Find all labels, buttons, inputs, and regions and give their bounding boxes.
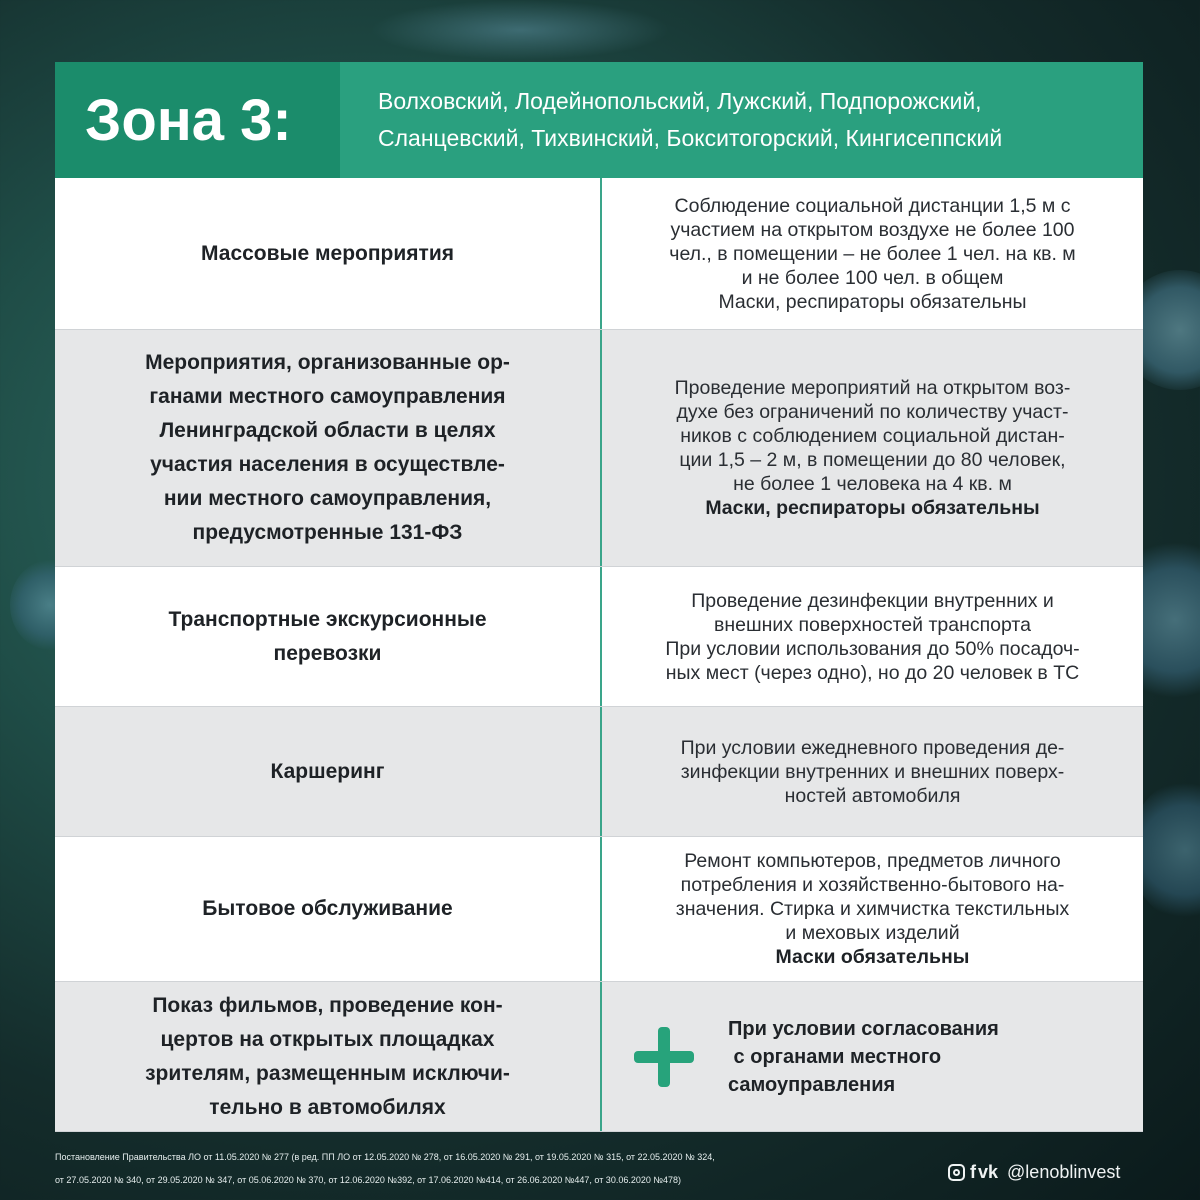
condition-text [728, 1015, 999, 1099]
activity-cell [55, 837, 600, 981]
requirements-cell [600, 567, 1143, 706]
activity-cell [55, 330, 600, 566]
requirement-line: При условии ежедневного проведения де- [680, 736, 1065, 759]
requirement-line: При условии использования до 50% посадоч- [665, 637, 1080, 660]
activity-line: Каршеринг [270, 759, 385, 783]
requirement-line: Проведение мероприятий на открытом воз- [674, 377, 1071, 399]
instagram-icon[interactable] [948, 1164, 965, 1181]
zone-header [55, 62, 1143, 178]
activity-line: цертов на открытых площадках [160, 1027, 495, 1051]
requirement-line: и не более 100 чел. в общем [741, 266, 1004, 289]
requirement-line: Проведение дезинфекции внутренних и [691, 589, 1054, 612]
activity-line: зрителям, размещенным исключи- [145, 1061, 510, 1085]
requirement-line: ции 1,5 – 2 м, в помещении до 80 человек, [679, 449, 1066, 471]
condition-line: с органами местного [728, 1045, 942, 1068]
condition-cell [600, 982, 1143, 1131]
requirement-line: духе без ограничений по количеству участ- [676, 401, 1069, 423]
rules-table [55, 178, 1143, 982]
social-handle[interactable]: @lenoblinvest [1007, 1162, 1121, 1182]
requirement-line: ностей автомобиля [784, 784, 961, 807]
table-row [55, 837, 1143, 982]
activity-line: Мероприятия, организованные ор- [145, 351, 510, 374]
condition-line: При условии согласования [728, 1017, 999, 1040]
activity-line: участия населения в осуществле- [150, 453, 505, 476]
requirement-line: значения. Стирка и химчистка текстильных [675, 898, 1070, 920]
requirement-line: не более 1 человека на 4 кв. м [733, 473, 1012, 495]
activity-line: Ленинградской области в целях [159, 419, 496, 442]
requirements-cell [600, 707, 1143, 836]
activity-line: ганами местного самоуправления [149, 385, 506, 408]
activity-line: тельно в автомобилях [209, 1095, 446, 1119]
requirements-cell [600, 178, 1143, 329]
activity-line: перевозки [273, 641, 382, 665]
footer-note [55, 1146, 915, 1192]
activity-cell [55, 567, 600, 706]
requirement-line: внешних поверхностей транспорта [714, 613, 1031, 636]
activity-cell [55, 178, 600, 329]
table-row [55, 330, 1143, 567]
social-links [948, 1162, 1120, 1183]
vk-icon[interactable]: vk [978, 1162, 999, 1182]
districts-list [340, 62, 1143, 178]
activity-cell [55, 707, 600, 836]
facebook-icon[interactable]: f [970, 1162, 976, 1182]
activity-line: предусмотренные 131-ФЗ [192, 521, 463, 544]
requirement-line: ников с соблюдением социальной дистан- [680, 425, 1065, 447]
activity-line: Массовые мероприятия [201, 241, 454, 265]
requirement-line: потребления и хозяйственно-бытового на- [680, 874, 1065, 896]
requirement-line: Маски, респираторы обязательны [718, 290, 1027, 313]
condition-line: самоуправления [728, 1073, 896, 1096]
footer-note-line: Постановление Правительства ЛО от 11.05.2020 № 277 (в ред. ПП ЛО от 12.05.2020 № 278, от 16.05.2020 № 291, от 19.05.2020 № 315, от 22.05.2020 № 324, [55, 1152, 715, 1162]
activity-line: Бытовое обслуживание [202, 897, 453, 920]
activity-line: нии местного самоуправления, [163, 487, 492, 510]
requirements-cell [600, 330, 1143, 566]
requirement-line: участием на открытом воздухе не более 100 [670, 218, 1075, 241]
requirement-line: и меховых изделий [785, 922, 960, 944]
footer-note-line: от 27.05.2020 № 340, от 29.05.2020 № 347, от 05.06.2020 № 370, от 12.06.2020 №392, от 17.06.2020 №414, от 26.06.2020 №447, от 30.06.2020 №478) [55, 1175, 682, 1185]
requirement-line: чел., в помещении – не более 1 чел. на кв. м [669, 242, 1076, 265]
requirement-line: Маски, респираторы обязательны [705, 497, 1040, 519]
zone-card [55, 62, 1143, 1132]
requirement-line: зинфекции внутренних и внешних поверх- [680, 760, 1065, 783]
districts-line: Сланцевский, Тихвинский, Бокситогорский, Кингисеппский [378, 125, 1003, 151]
activity-line: Показ фильмов, проведение кон- [152, 993, 503, 1017]
plus-icon [634, 1027, 694, 1087]
requirement-line: Соблюдение социальной дистанции 1,5 м с [674, 194, 1071, 217]
requirement-line: Маски обязательны [775, 946, 970, 968]
table-row [55, 707, 1143, 837]
background-virus-shape [370, 0, 670, 60]
activity-cell [55, 982, 600, 1131]
districts-line: Волховский, Лодейнопольский, Лужский, Подпорожский, [378, 88, 982, 114]
requirements-cell [600, 837, 1143, 981]
zone-title: Зона 3: [55, 62, 340, 178]
activity-line: Транспортные экскурсионные [168, 607, 487, 631]
requirement-line: ных мест (через одно), но до 20 человек в ТС [665, 661, 1080, 684]
table-row-last [55, 982, 1143, 1132]
table-row [55, 567, 1143, 707]
table-row [55, 178, 1143, 330]
requirement-line: Ремонт компьютеров, предметов личного [684, 850, 1061, 872]
